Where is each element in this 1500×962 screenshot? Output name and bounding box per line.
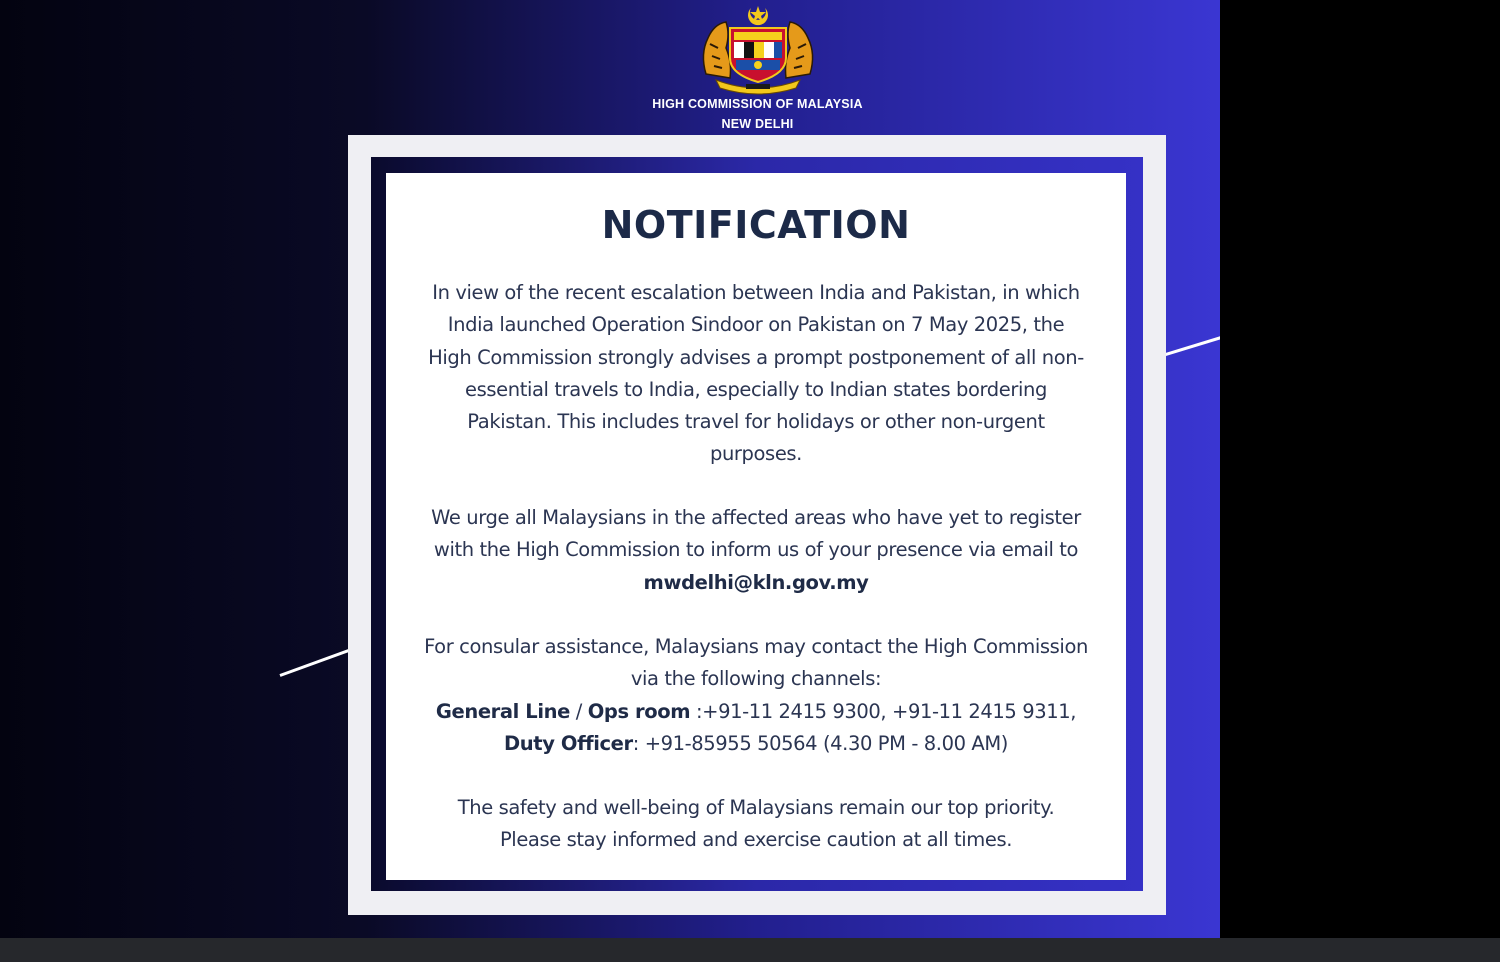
text-line: India launched Operation Sindoor on Pakistan on 7 May 2025, the: [447, 313, 1065, 337]
text-line: essential travels to India, especially to Indian states bordering: [465, 377, 1047, 401]
text-line: via the following channels:: [630, 667, 882, 691]
duty-officer-contact: [394, 728, 1118, 760]
notice-paragraph-registration: [394, 502, 1118, 599]
text-line: purposes.: [710, 442, 802, 466]
general-line-numbers: :+91-11 2415 9300, +91-11 2415 9311,: [690, 699, 1077, 723]
email-address: mwdelhi@kln.gov.my: [643, 570, 869, 594]
text-line: For consular assistance, Malaysians may contact the High Commission: [424, 635, 1088, 658]
slash-separator: /: [569, 699, 588, 723]
text-line: The safety and well-being of Malaysians remain our top priority.: [457, 796, 1055, 819]
notice-title: NOTIFICATION: [601, 203, 911, 247]
notice-card: [386, 173, 1126, 880]
general-line-contact: [394, 696, 1118, 728]
notice-paragraph-contacts: [394, 631, 1118, 760]
duty-officer-number: : +91-85955 50564 (4.30 PM - 8.00 AM): [632, 731, 1008, 755]
text-line: Please stay informed and exercise caution at all times.: [499, 828, 1013, 852]
viewer-bottom-bar: [0, 938, 1500, 962]
text-line: High Commission strongly advises a prompt postponement of all non-: [428, 345, 1084, 369]
org-name-line2: NEW DELHI: [721, 117, 794, 131]
ops-room-label: Ops room: [587, 699, 691, 723]
text-line: In view of the recent escalation between India and Pakistan, in which: [432, 281, 1080, 304]
notice-paragraph-advisory: [394, 277, 1118, 471]
malaysia-coat-of-arms-icon: [696, 4, 820, 96]
text-line: Pakistan. This includes travel for holidays or other non-urgent: [467, 410, 1045, 434]
org-name-line1: HIGH COMMISSION OF MALAYSIA: [652, 97, 863, 111]
general-line-label: General Line: [435, 699, 570, 723]
notice-paragraph-closing: [394, 792, 1118, 857]
duty-officer-label: Duty Officer: [504, 731, 633, 755]
text-line: with the High Commission to inform us of your presence via email to: [433, 538, 1079, 562]
text-line: We urge all Malaysians in the affected areas who have yet to register: [431, 506, 1081, 529]
